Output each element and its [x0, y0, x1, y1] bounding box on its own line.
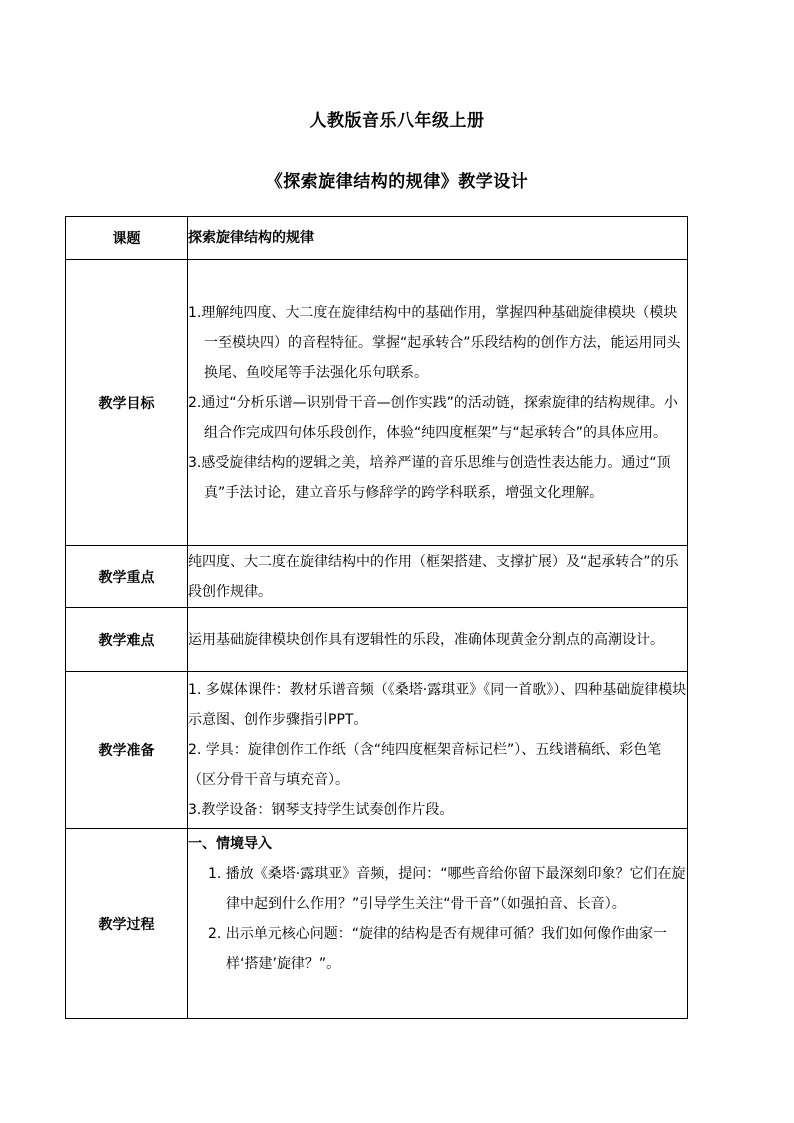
difficulties-label: 教学难点 [66, 608, 188, 672]
lesson-plan-table [65, 216, 688, 1019]
topic-value: 探索旋律结构的规律 [188, 217, 688, 260]
preparation-item: 3.教学设备：钢琴支持学生试奏创作片段。 [188, 802, 454, 818]
objective-item: 3.感受旋律结构的逻辑之美，培养严谨的音乐思维与创造性表达能力。通过“顶真”手法讨论，建立音乐与修辞学的跨学科联系，增强文化理解。 [188, 454, 671, 501]
objective-item: 2.通过“分析乐谱—识别骨干音—创作实践”的活动链，探索旋律的结构规律。小组合作完成四句体乐段创作，体验“纯四度框架”与“起承转合”的具体应用。 [188, 394, 678, 441]
key-points-label: 教学重点 [66, 546, 188, 608]
objectives-label: 教学目标 [66, 260, 188, 546]
objectives-content [188, 260, 688, 546]
row-topic [66, 217, 688, 260]
process-step: 1. 播放《桑塔·露琪亚》音频，提问：“哪些音给你留下最深刻印象？它们在旋律中起到什么作用？”引导学生关注“骨干音”（如强拍音、长音）。 [208, 866, 686, 912]
row-key-points [66, 546, 688, 608]
row-difficulties [66, 608, 688, 672]
preparation-label: 教学准备 [66, 672, 188, 829]
row-objectives [66, 260, 688, 546]
row-preparation [66, 672, 688, 829]
document-subtitle: 《探索旋律结构的规律》教学设计 [265, 172, 529, 192]
process-label: 教学过程 [66, 829, 188, 1019]
document-title: 人教版音乐八年级上册 [309, 111, 485, 131]
preparation-item: 1. 多媒体课件：教材乐谱音频（《桑塔·露琪亚》《同一首歌》）、四种基础旋律模块示意图、创作步骤指引PPT。 [188, 682, 687, 728]
preparation-item: 2. 学具：旋律创作工作纸（含“纯四度框架音标记栏”）、五线谱稿纸、彩色笔（区分骨干音与填充音）。 [188, 742, 662, 788]
difficulties-text: 运用基础旋律模块创作具有逻辑性的乐段，准确体现黄金分割点的高潮设计。 [188, 608, 688, 672]
key-points-text: 纯四度、大二度在旋律结构中的作用（框架搭建、支撑扩展）及“起承转合”的乐段创作规律。 [188, 546, 688, 608]
objective-item: 1.理解纯四度、大二度在旋律结构中的基础作用，掌握四种基础旋律模块（模块一至模块四）的音程特征。掌握“起承转合”乐段结构的创作方法，能运用同头换尾、鱼咬尾等手法强化乐句联系。 [188, 304, 681, 381]
process-step: 2. 出示单元核心问题：“旋律的结构是否有规律可循？我们如何像作曲家一样‘搭建’旋律？”。 [208, 926, 668, 972]
process-content [188, 829, 688, 1019]
row-process [66, 829, 688, 1019]
topic-label: 课题 [66, 217, 188, 260]
preparation-content [188, 672, 688, 829]
section-heading: 一、情境导入 [188, 836, 272, 852]
